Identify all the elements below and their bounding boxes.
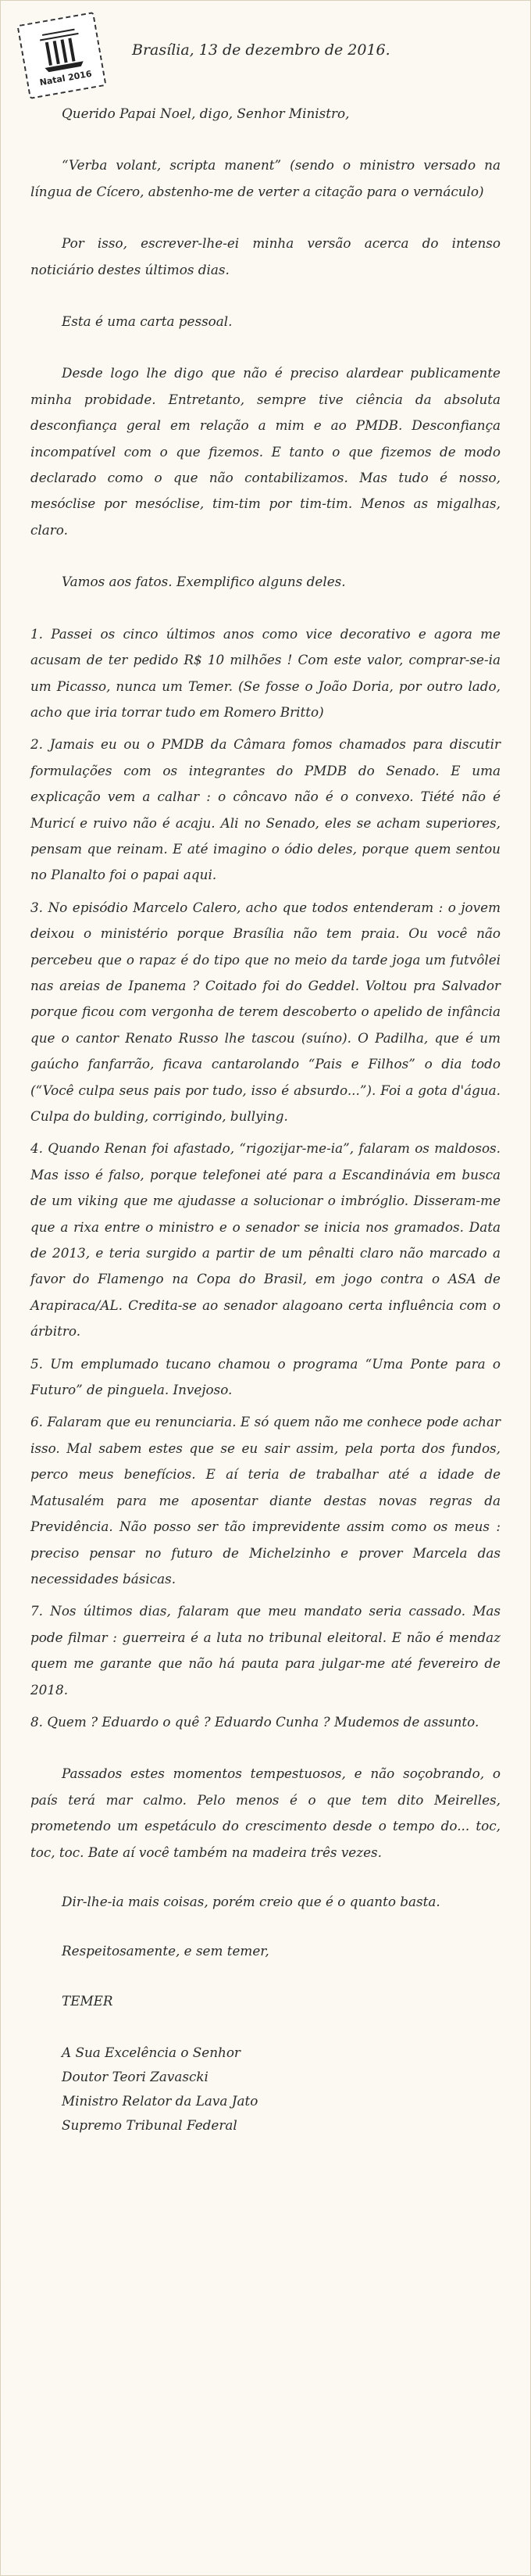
list-item: 7. Nos últimos dias, falaram que meu mandato seria cassado. Mas pode filmar : guerreira é a luta no tribunal eleitoral. E não é mendaz quem me garante que não há pauta para julgar-me até fevereiro de 2018. xyxy=(30,1603,501,1698)
list-item: 1. Passei os cinco últimos anos como vice decorativo e agora me acusam de ter pedido R$ 10 milhões ! Com este valor, comprar-se-ia um Picasso, nunca um Temer. (Se fosse o João Doria, por outro lado, acho que iria torrar tudo em Romero Britto) xyxy=(30,625,501,720)
closing-section xyxy=(30,1761,501,2014)
paragraph: Respeitosamente, e sem temer, xyxy=(62,1943,269,1959)
list-item: 2. Jamais eu ou o PMDB da Câmara fomos chamados para discutir formulações com os integrantes do PMDB do Senado. E uma explicação vem a calhar : o côncavo não é o convexo. Tiété não é Muricí e ruivo não é acaju. Ali no Senado, eles se acham superiores, pensam que reinam. E até imagino o ódio deles, porque quem sentou no Planalto foi o papai aqui. xyxy=(30,736,501,883)
paragraph: Dir-lhe-ia mais coisas, porém creio que é o quanto basta. xyxy=(62,1893,440,1909)
paragraph: Passados estes momentos tempestuosos, e não soçobrando, o país terá mar calmo. Pelo menos é o que tem dito Meirelles, prometendo um espetáculo do crescimento desde o tempo do... toc, toc, toc. Bate aí você também na madeira três vezes. xyxy=(30,1766,501,1860)
paragraph: Vamos aos fatos. Exemplifico alguns deles. xyxy=(62,574,346,590)
address-line: A Sua Excelência o Senhor xyxy=(62,2045,241,2061)
list-item: 3. No episódio Marcelo Calero, acho que todos entenderam : o jovem deixou o ministério porque Brasília não tem praia. Ou você não percebeu que o rapaz é do tipo que no meio da tarde joga um futvôlei nas areias de Ipanema ? Coitado foi do Geddel. Voltou pra Salvador porque ficou com vergonha de terem descoberto o apelido de infância que o cantor Renato Russo lhe tascou (suíno). O Padilha, que é um gaúcho fanfarrão, ficava cantarolando “Pais e Filhos” o dia todo (“Você culpa seus pais por tudo, isso é absurdo...”). Foi a gota d'água. Culpa do bulding, corrigindo, bullying. xyxy=(30,899,501,1124)
letter-body xyxy=(30,101,501,2138)
paragraph: Desde logo lhe digo que não é preciso alardear publicamente minha probidade. Entretanto, sempre tive ciência da absoluta desconfiança geral em relação a mim e ao PMDB. Desconfiança incompatível com o que fizemos. E tanto o que fizemos de modo declarado como o que não contabilizamos. Mas tudo é nosso, mesóclise por mesóclise, tim-tim por tim-tim. Menos as migalhas, claro. xyxy=(30,365,501,538)
salutation: Querido Papai Noel, digo, Senhor Ministro, xyxy=(62,106,350,121)
christmas-stamp xyxy=(16,12,106,99)
stamp-label: Natal 2016 xyxy=(38,68,93,88)
paragraph: “Verba volant, scripta manent” (sendo o ministro versado na língua de Cícero, abstenho-me de verter a citação para o vernáculo) xyxy=(30,157,501,199)
signature: TEMER xyxy=(62,1992,113,2009)
letter-date: Brasília, 13 de dezembro de 2016. xyxy=(132,41,390,59)
address-line: Supremo Tribunal Federal xyxy=(62,2117,237,2134)
list-item: 4. Quando Renan foi afastado, “rigozijar-me-ia”, falaram os maldosos. Mas isso é falso, porque telefonei até para a Escandinávia em busca de um viking que me ajudasse a solucionar o imbróglio. Disseram-me que a rixa entre o ministro e o senador se inicia nos gramados. Data de 2013, e teria surgido a partir de um pênalti claro não marcado a favor do Flamengo na Copa do Brasil, em jogo contra o ASA de Arapiraca/AL. Credita-se ao senador alagoano certa influência com o árbitro. xyxy=(30,1140,501,1340)
list-item: 5. Um emplumado tucano chamou o programa “Uma Ponte para o Futuro” de pinguela. Invejoso. xyxy=(30,1355,501,1398)
recipient-address xyxy=(30,2041,501,2138)
list-item: 6. Falaram que eu renunciaria. E só quem não me conhece pode achar isso. Mal sabem estes que se eu sair assim, pela porta dos fundos, perco meus benefícios. E aí teria de trabalhar até a idade de Matusalém para me aposentar diante destas novas regras da Previdência. Não posso ser tão imprevidente assim como os meus : preciso pensar no futuro de Michelzinho e prover Marcela das necessidades básicas. xyxy=(30,1414,501,1587)
address-line: Doutor Teori Zavascki xyxy=(62,2069,208,2085)
address-line: Ministro Relator da Lava Jato xyxy=(62,2093,258,2109)
paragraph: Esta é uma carta pessoal. xyxy=(62,313,233,330)
paragraph: Por isso, escrever-lhe-ei minha versão acerca do intenso noticiário destes últimos dias. xyxy=(30,235,501,277)
list-item: 8. Quem ? Eduardo o quê ? Eduardo Cunha ? Mudemos de assunto. xyxy=(30,1713,479,1730)
